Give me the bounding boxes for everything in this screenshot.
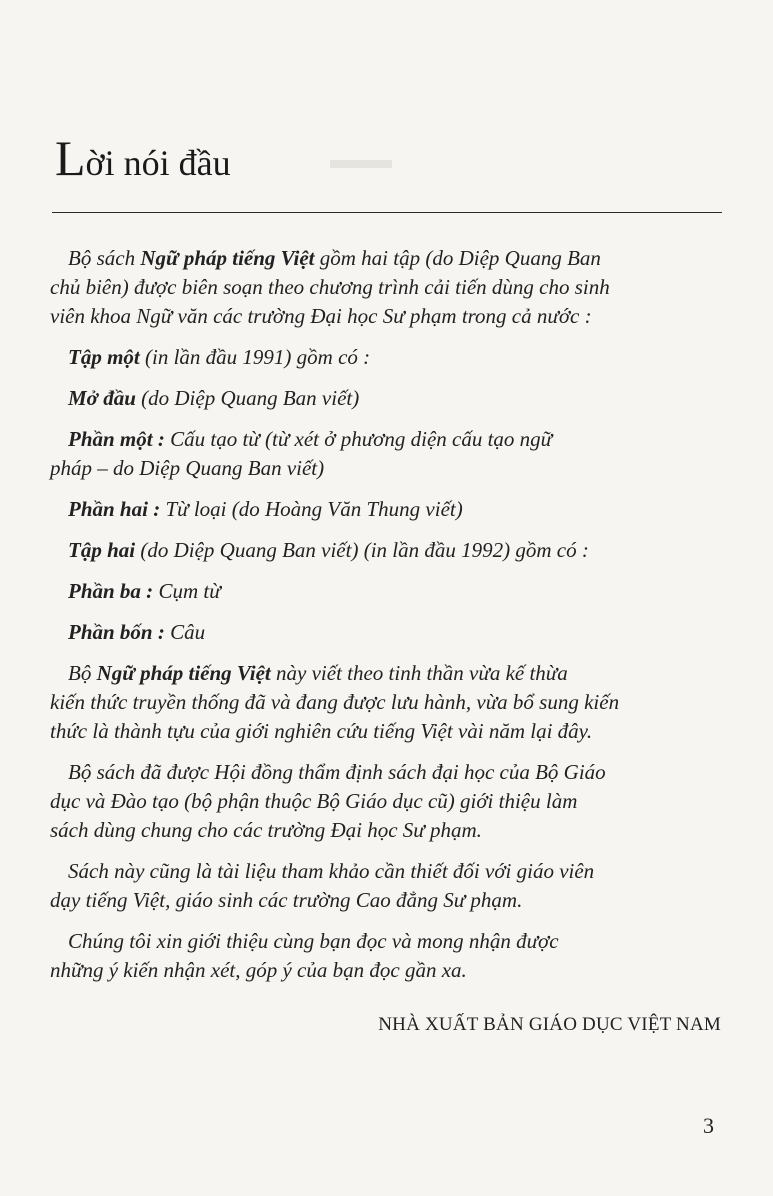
bold-text: Ngữ pháp tiếng Việt xyxy=(140,246,315,270)
text-run: Câu xyxy=(164,620,206,644)
text-run: dạy tiếng Việt, giáo sinh các trường Cao đẳng Sư phạm. xyxy=(50,888,523,912)
title-initial: L xyxy=(55,130,86,186)
text-line xyxy=(50,244,730,273)
bold-text: Tập hai xyxy=(68,538,136,562)
text-run: gồm hai tập (do Diệp Quang Ban xyxy=(314,246,601,270)
text-line xyxy=(50,273,730,302)
preface-body xyxy=(50,244,730,997)
bold-text: Phần hai : xyxy=(68,497,161,521)
text-run: này viết theo tinh thần vừa kế thừa xyxy=(270,661,568,685)
text-run: Từ loại (do Hoàng Văn Thung viết) xyxy=(160,497,463,521)
bold-text: Phần bốn : xyxy=(68,620,165,644)
text-line xyxy=(50,886,730,915)
paragraph xyxy=(50,927,730,985)
text-line xyxy=(50,927,730,956)
paragraph xyxy=(50,857,730,915)
paragraph xyxy=(50,425,730,483)
text-run: những ý kiến nhận xét, góp ý của bạn đọc gần xa. xyxy=(50,958,467,982)
bold-text: Tập một xyxy=(68,345,140,369)
text-run: Chúng tôi xin giới thiệu cùng bạn đọc và mong nhận được xyxy=(68,929,559,953)
text-run: sách dùng chung cho các trường Đại học Sư phạm. xyxy=(50,818,482,842)
text-line xyxy=(50,577,730,606)
text-run: Bộ sách đã được Hội đồng thẩm định sách đại học của Bộ Giáo xyxy=(68,760,606,784)
text-run: viên khoa Ngữ văn các trường Đại học Sư phạm trong cả nước : xyxy=(50,304,592,328)
text-line xyxy=(50,425,730,454)
text-line xyxy=(50,688,730,717)
text-run: (do Diệp Quang Ban viết) (in lần đầu 1992) gồm có : xyxy=(135,538,589,562)
text-line xyxy=(50,302,730,331)
text-line xyxy=(50,618,730,647)
text-run: dục và Đào tạo (bộ phận thuộc Bộ Giáo dục cũ) giới thiệu làm xyxy=(50,789,578,813)
text-line xyxy=(50,956,730,985)
bold-text: Phần ba : xyxy=(68,579,154,603)
text-run: Bộ sách xyxy=(68,246,141,270)
text-line xyxy=(50,787,730,816)
paragraph xyxy=(50,577,730,606)
text-run: (in lần đầu 1991) gồm có : xyxy=(139,345,371,369)
paragraph xyxy=(50,659,730,746)
text-line xyxy=(50,758,730,787)
bleed-through-mark xyxy=(330,160,392,168)
title-rest: ời nói đầu xyxy=(85,143,231,183)
text-run: chủ biên) được biên soạn theo chương trình cải tiến dùng cho sinh xyxy=(50,275,610,299)
paragraph xyxy=(50,758,730,845)
bold-text: Phần một : xyxy=(68,427,165,451)
text-run: Bộ xyxy=(68,661,97,685)
page-title xyxy=(55,130,231,186)
paragraph xyxy=(50,536,730,565)
title-rule xyxy=(52,212,722,213)
page-number: 3 xyxy=(703,1113,714,1138)
text-run: kiến thức truyền thống đã và đang được lưu hành, vừa bổ sung kiến xyxy=(50,690,620,714)
text-line xyxy=(50,659,730,688)
text-line xyxy=(50,816,730,845)
text-run: pháp – do Diệp Quang Ban viết) xyxy=(50,456,325,480)
text-run: Sách này cũng là tài liệu tham khảo cần thiết đối với giáo viên xyxy=(68,859,595,883)
bold-text: Ngữ pháp tiếng Việt xyxy=(96,661,271,685)
text-line xyxy=(50,536,730,565)
paragraph xyxy=(50,618,730,647)
text-line xyxy=(50,857,730,886)
text-run: thức là thành tựu của giới nghiên cứu tiếng Việt vài năm lại đây. xyxy=(50,719,593,743)
text-line xyxy=(50,717,730,746)
text-run: Cấu tạo từ (từ xét ở phương diện cấu tạo ngữ xyxy=(164,427,553,451)
text-run: Cụm từ xyxy=(153,579,221,603)
text-line xyxy=(50,343,730,372)
text-run: (do Diệp Quang Ban viết) xyxy=(135,386,360,410)
text-line xyxy=(50,384,730,413)
text-line xyxy=(50,454,730,483)
paragraph xyxy=(50,495,730,524)
bold-text: Mở đầu xyxy=(68,386,136,410)
paragraph xyxy=(50,244,730,331)
text-line xyxy=(50,495,730,524)
paragraph xyxy=(50,343,730,372)
paragraph xyxy=(50,384,730,413)
publisher-signature: NHÀ XUẤT BẢN GIÁO DỤC VIỆT NAM xyxy=(378,1014,721,1035)
